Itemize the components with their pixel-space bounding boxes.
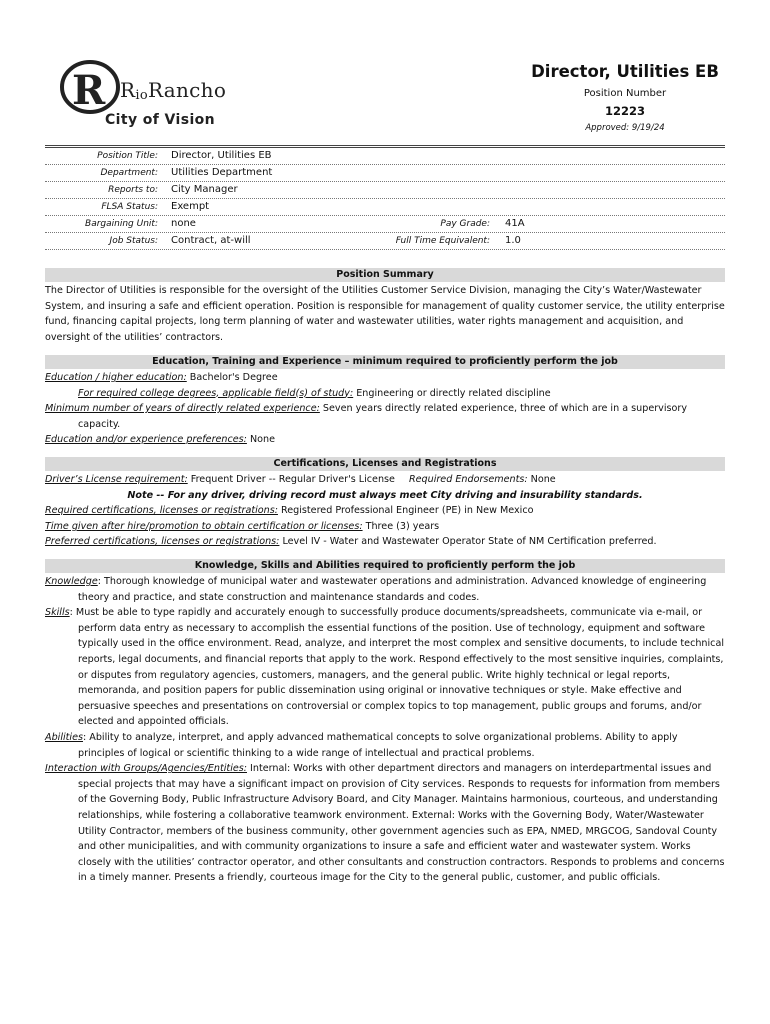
abilities-paragraph — [45, 730, 725, 761]
drivers-license-value: Frequent Driver -- Regular Driver's License — [187, 474, 395, 485]
preferred-certs-line — [45, 534, 725, 550]
knowledge-value: : Thorough knowledge of municipal water and wastewater operations and administration. Advanced knowledge of engineering theory and practice, and state construction and maintenance standards and codes. — [78, 576, 707, 603]
logo-tagline: City of Vision — [105, 112, 216, 128]
certifications-block — [45, 472, 725, 550]
bargaining-value: none — [171, 218, 196, 229]
education-line — [45, 370, 725, 386]
time-given-value: Three (3) years — [362, 520, 440, 532]
rio-rancho-r-mark-icon — [60, 60, 122, 114]
info-row-flsa — [45, 199, 725, 216]
job-status-label: Job Status: — [109, 236, 158, 246]
abilities-label: Abilities — [45, 731, 83, 743]
job-status-value: Contract, at-will — [171, 235, 251, 246]
drivers-license-line — [45, 472, 725, 488]
position-number-label: Position Number — [583, 88, 667, 99]
position-title-label: Position Title: — [97, 151, 158, 161]
years-experience-value: Seven years directly related experience, three of which are in a supervisory capacity. — [78, 403, 687, 430]
driving-record-note: Note -- For any driver, driving record must always meet City driving and insurability standards. — [127, 489, 643, 501]
interaction-paragraph — [45, 761, 725, 886]
fte-value: 1.0 — [505, 235, 521, 246]
time-given-line — [45, 519, 725, 535]
education-preferences-label: Education and/or experience preferences: — [45, 434, 247, 446]
fte-label: Full Time Equivalent: — [395, 236, 490, 246]
info-row-bargaining — [45, 216, 725, 233]
endorsements-label: Required Endorsements: — [408, 474, 528, 485]
info-row-reports-to — [45, 182, 725, 199]
required-certs-line — [45, 503, 725, 519]
logo-wordmark-rancho: Rancho — [147, 78, 227, 102]
info-row-position-title — [45, 148, 725, 165]
logo-wordmark-io: io — [135, 88, 148, 103]
document-title: Director, Utilities EB — [531, 62, 719, 81]
svg-text:R: R — [72, 67, 106, 114]
position-info-table — [45, 145, 725, 250]
interaction-value: Internal: Works with other department directors and managers on interdepartmental issues and special projects that may have a significant impact on provision of City services. Responds to requests for information from members of the Governing Body, Public Infrastructure Advisory Board, and City Manager. Maintains harmonious, courteous, and understanding relationships, while fostering a collaborative teamwork environment. External: Works with the Governing Body, Water/Wastewater Utility Contractor, members of the business community, other government agencies such as EPA, NMED, MRGCOG, Sandoval County and other municipalities, and with community organizations to insure a safe and efficient water and wastewater system. Works closely with the utilities’ contractor operator, and other consultants and construction contractors. Responds to problems and concerns in a timely manner. Presents a friendly, courteous image for the City to the general public, customer, and public officials. — [78, 763, 725, 884]
summary-text: The Director of Utilities is responsible for the oversight of the Utilities Customer Service Division, managing the City’s Water/Wastewater System, and insuring a safe and efficient operation. Position is responsible for management of quality customer service, the utility enterprise fund, financing capital projects, long term planning of water and wastewater utilities, water rights management and acquisition, and oversight of the utilities’ contractors. — [45, 285, 725, 343]
knowledge-paragraph — [45, 574, 725, 605]
logo-wordmark-r: R — [120, 78, 136, 102]
education-value: Bachelor's Degree — [186, 372, 278, 383]
skills-value: : Must be able to type rapidly and accurately enough to successfully produce documents/spreadsheets, communicate via e-mail, or perform data entry as necessary to accomplish the essential functions of the position. Use of technology, equipment and software typically used in the office environment. Read, analyze, and interpret the most complex and sensitive documents, to include technical reports, legal documents, and financial reports that apply to the work. Respond effectively to the most sensitive inquiries, complaints, or disputes from regulatory agencies, customers, managers, and the general public. Write highly technical or legal reports, memoranda, and position papers for public dissemination using original or innovative techniques or style. Make effective and persuasive speeches and presentations on controversial or complex topics to top management, public groups and forums, and/or elected and appointed officials. — [69, 607, 724, 728]
field-of-study-label: For required college degrees, applicable field(s) of study: — [78, 387, 354, 399]
info-row-department — [45, 165, 725, 182]
education-block — [45, 370, 725, 448]
flsa-value: Exempt — [171, 201, 210, 212]
skills-label: Skills — [45, 607, 70, 619]
approved-date: Approved: 9/19/24 — [585, 123, 665, 133]
reports-to-value: City Manager — [171, 184, 238, 195]
required-certs-label: Required certifications, licenses or registrations: — [45, 505, 278, 517]
city-logo — [60, 60, 227, 132]
section-heading-certifications: Certifications, Licenses and Registrations — [45, 457, 725, 471]
section-heading-ksa: Knowledge, Skills and Abilities required to proficiently perform the job — [45, 559, 725, 573]
time-given-label: Time given after hire/promotion to obtain certification or licenses: — [45, 520, 363, 532]
info-row-job-status — [45, 233, 725, 250]
required-certs-value: Registered Professional Engineer (PE) in New Mexico — [277, 505, 534, 517]
endorsements-value: None — [527, 474, 556, 485]
knowledge-label: Knowledge — [45, 576, 98, 587]
education-preferences-line — [45, 432, 725, 448]
interaction-label: Interaction with Groups/Agencies/Entities: — [45, 763, 247, 775]
field-of-study-value: Engineering or directly related discipline — [353, 387, 551, 399]
field-of-study-line — [45, 386, 725, 402]
department-label: Department: — [100, 168, 158, 178]
position-number: 12223 — [604, 104, 645, 118]
department-value: Utilities Department — [171, 167, 273, 178]
pay-grade-value: 41A — [505, 218, 525, 229]
education-preferences-value: None — [246, 434, 275, 446]
position-title-value: Director, Utilities EB — [171, 150, 272, 161]
drivers-license-label: Driver’s License requirement: — [45, 474, 188, 485]
years-experience-line — [45, 401, 725, 432]
education-label: Education / higher education: — [45, 372, 187, 383]
preferred-certs-label: Preferred certifications, licenses or registrations: — [45, 536, 280, 548]
flsa-label: FLSA Status: — [101, 202, 158, 212]
pay-grade-label: Pay Grade: — [440, 219, 490, 229]
skills-paragraph — [45, 605, 725, 730]
section-heading-summary: Position Summary — [45, 268, 725, 282]
reports-to-label: Reports to: — [108, 185, 158, 195]
years-experience-label: Minimum number of years of directly related experience: — [45, 403, 320, 415]
preferred-certs-value: Level IV - Water and Wastewater Operator State of NM Certification preferred. — [279, 536, 657, 548]
bargaining-label: Bargaining Unit: — [85, 219, 158, 229]
section-heading-education: Education, Training and Experience – minimum required to proficiently perform the job — [45, 355, 725, 369]
logo-wordmark — [120, 78, 226, 103]
abilities-value: : Ability to analyze, interpret, and apply advanced mathematical concepts to solve organizational problems. Ability to apply principles of logical or scientific thinking to a wide range of intellectual and practical problems. — [78, 731, 678, 759]
document-header — [465, 62, 725, 133]
ksa-block — [45, 574, 725, 886]
